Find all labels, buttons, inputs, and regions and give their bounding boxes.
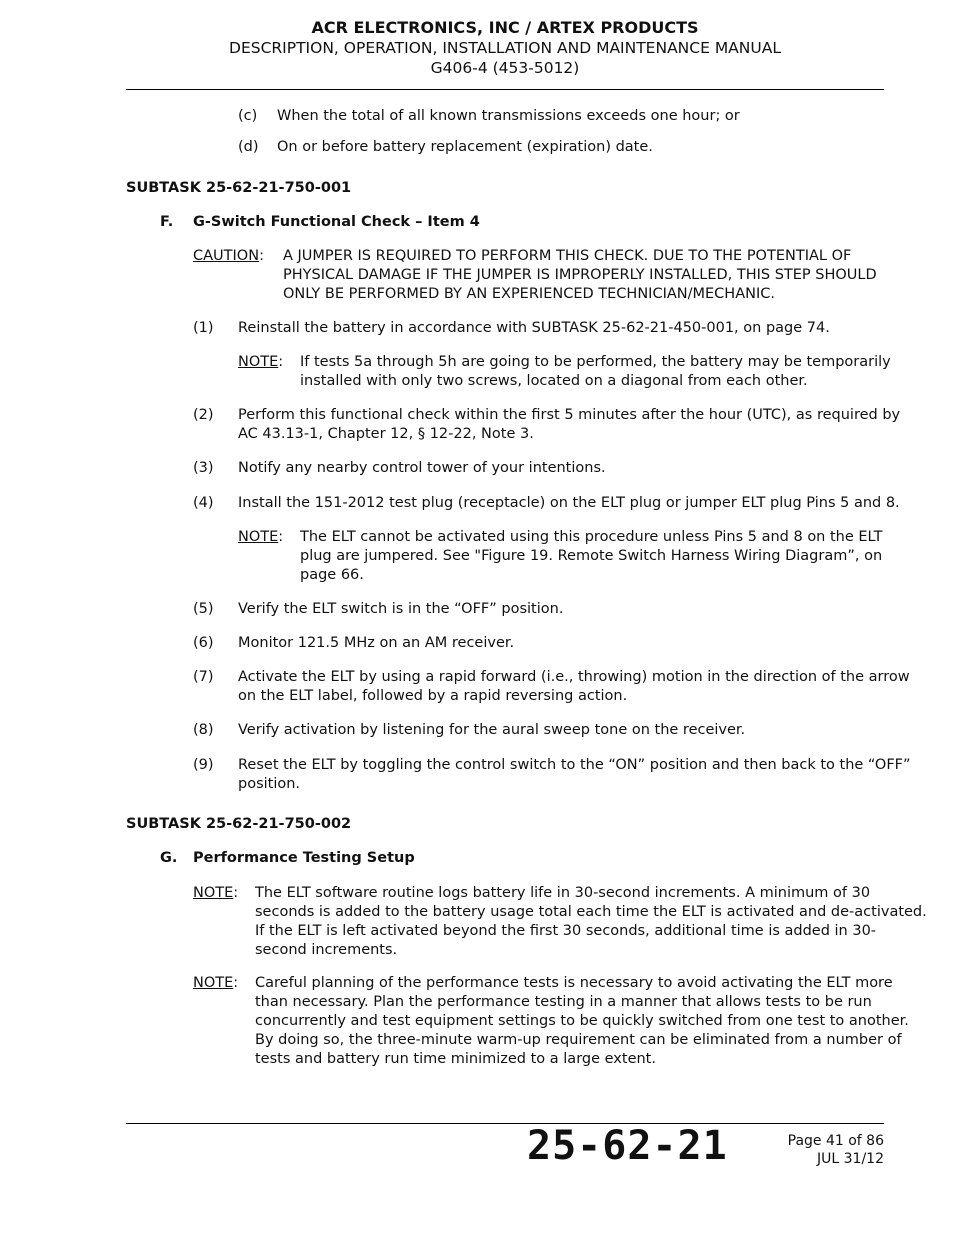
step-number: (3) [193, 460, 214, 476]
page-info [788, 1132, 884, 1168]
note-line: If the ELT is left activated beyond the first 30 seconds, additional time is added in 30- [255, 923, 877, 939]
step-number: (8) [193, 722, 214, 738]
step-text: Notify any nearby control tower of your intentions. [238, 460, 606, 476]
page-number: Page 41 of 86 [787, 1133, 884, 1149]
step-text: position. [238, 776, 301, 792]
document-number: G406-4 (453-5012) [430, 59, 580, 77]
section-letter: F. [160, 214, 174, 230]
list-item-num: (c) [238, 108, 258, 124]
list-item-text: On or before battery replacement (expiration) date. [277, 139, 653, 155]
list-item-text: When the total of all known transmissions exceeds one hour; or [277, 108, 740, 124]
list-item-num: (d) [238, 139, 259, 155]
step-text: Verify the ELT switch is in the “OFF” position. [238, 601, 564, 617]
subtask-heading: SUBTASK 25-62-21-750-001 [126, 180, 352, 196]
caution-line: ONLY BE PERFORMED BY AN EXPERIENCED TECHNICIAN/MECHANIC. [283, 286, 775, 302]
chapter-code: 25-62-21 [527, 1123, 728, 1169]
footer-rule [126, 1123, 884, 1124]
note-label: NOTE: [193, 885, 239, 901]
header-rule [126, 89, 884, 90]
company-name: ACR ELECTRONICS, INC / ARTEX PRODUCTS [311, 18, 699, 37]
manual-title: DESCRIPTION, OPERATION, INSTALLATION AND MAINTENANCE MANUAL [229, 39, 781, 57]
step-number: (4) [193, 495, 214, 511]
step-text: Monitor 121.5 MHz on an AM receiver. [238, 635, 515, 651]
note-line: seconds is added to the battery usage total each time the ELT is activated and de-activated. [255, 904, 927, 920]
subtask-heading: SUBTASK 25-62-21-750-002 [126, 816, 352, 832]
step-number: (2) [193, 407, 214, 423]
caution-line: A JUMPER IS REQUIRED TO PERFORM THIS CHECK. DUE TO THE POTENTIAL OF [283, 248, 852, 264]
note-line: By doing so, the three-minute warm-up requirement can be eliminated from a number of [255, 1032, 902, 1048]
step-text: Perform this functional check within the first 5 minutes after the hour (UTC), as required by [238, 407, 901, 423]
step-text: AC 43.13-1, Chapter 12, § 12-22, Note 3. [238, 426, 534, 442]
step-number: (9) [193, 757, 214, 773]
note-label: NOTE: [238, 529, 284, 545]
note-line: second increments. [255, 942, 398, 958]
page-header [126, 18, 884, 78]
revision-date: JUL 31/12 [817, 1151, 884, 1167]
step-text: Install the 151-2012 test plug (receptacle) on the ELT plug or jumper ELT plug Pins 5 and 8. [238, 495, 900, 511]
section-letter: G. [160, 850, 178, 866]
note-line: tests and battery run time minimized to a large extent. [255, 1051, 656, 1067]
note-line: concurrently and test equipment settings to be quickly switched from one test to another. [255, 1013, 909, 1029]
note-line: plug are jumpered. See "Figure 19. Remote Switch Harness Wiring Diagram”, on [300, 548, 883, 564]
section-title: G-Switch Functional Check – Item 4 [193, 214, 480, 230]
step-text: on the ELT label, followed by a rapid reversing action. [238, 688, 628, 704]
note-line: If tests 5a through 5h are going to be performed, the battery may be temporarily [300, 354, 891, 370]
note-line: installed with only two screws, located on a diagonal from each other. [300, 373, 808, 389]
note-line: page 66. [300, 567, 364, 583]
caution-line: PHYSICAL DAMAGE IF THE JUMPER IS IMPROPERLY INSTALLED, THIS STEP SHOULD [283, 267, 877, 283]
step-number: (5) [193, 601, 214, 617]
step-number: (7) [193, 669, 214, 685]
step-text: Reinstall the battery in accordance with SUBTASK 25-62-21-450-001, on page 74. [238, 320, 830, 336]
note-line: than necessary. Plan the performance testing in a manner that allows tests to be run [255, 994, 872, 1010]
caution-label: CAUTION: [193, 248, 264, 264]
note-line: Careful planning of the performance tests is necessary to avoid activating the ELT more [255, 975, 893, 991]
step-number: (1) [193, 320, 214, 336]
step-text: Verify activation by listening for the aural sweep tone on the receiver. [238, 722, 746, 738]
note-label: NOTE: [238, 354, 284, 370]
section-title: Performance Testing Setup [193, 850, 415, 866]
step-number: (6) [193, 635, 214, 651]
note-label: NOTE: [193, 975, 239, 991]
step-text: Activate the ELT by using a rapid forward (i.e., throwing) motion in the direction of the arrow [238, 669, 910, 685]
step-text: Reset the ELT by toggling the control switch to the “ON” position and then back to the “OFF” [238, 757, 911, 773]
note-line: The ELT cannot be activated using this procedure unless Pins 5 and 8 on the ELT [300, 529, 883, 545]
note-line: The ELT software routine logs battery life in 30-second increments. A minimum of 30 [255, 885, 871, 901]
